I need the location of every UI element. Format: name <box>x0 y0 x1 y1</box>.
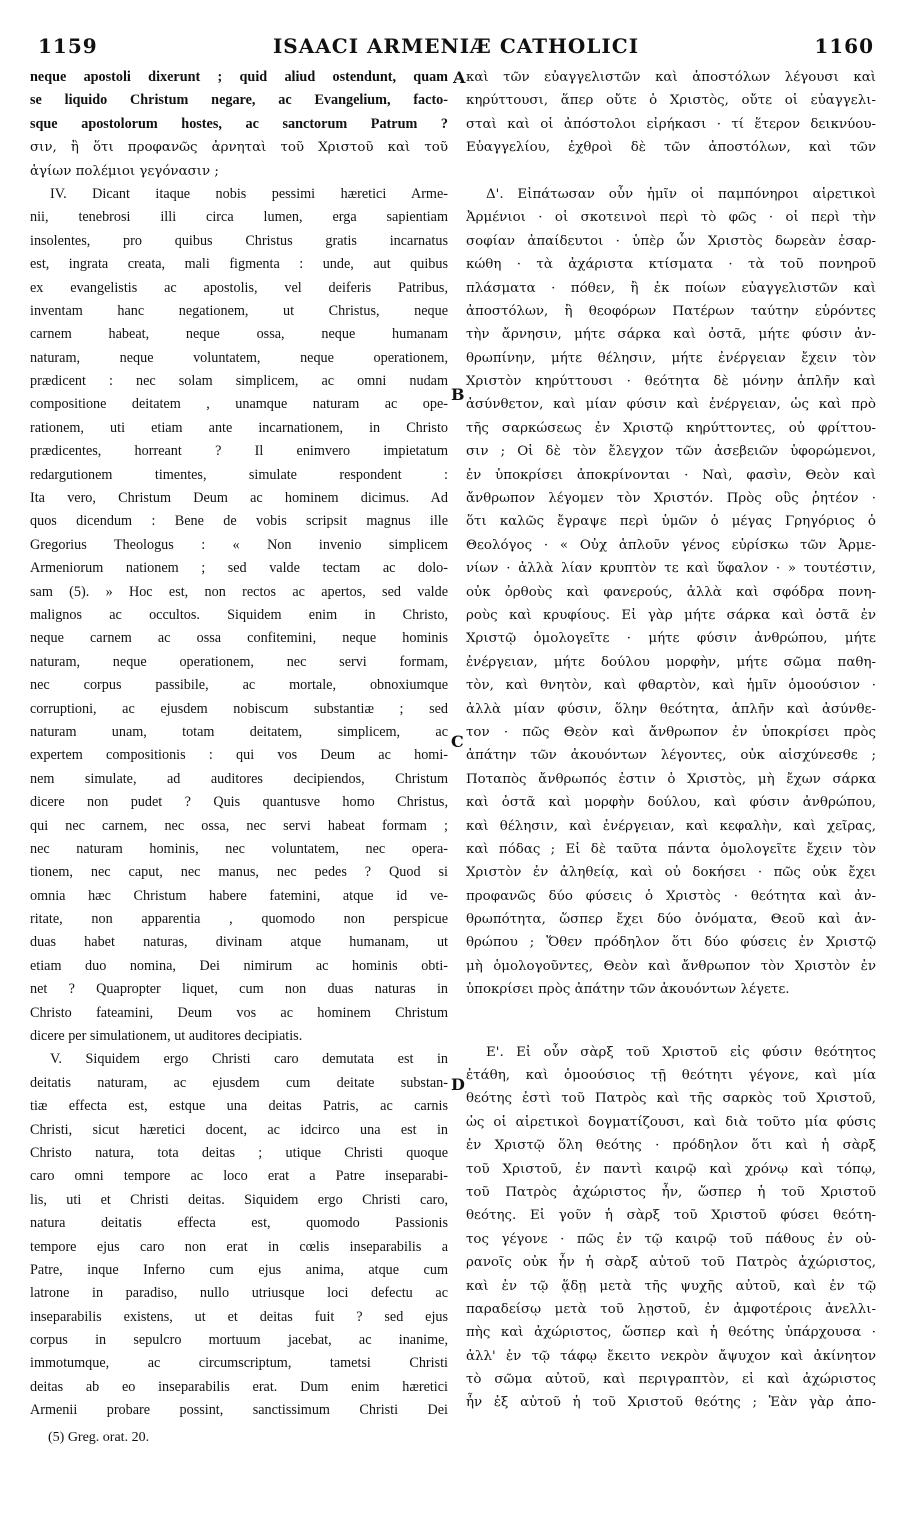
margin-marker-d: D <box>451 1075 465 1094</box>
latin-line: dicere per simulationem, ut auditores decipiatis. <box>30 1028 303 1045</box>
greek-line: ὡς οἱ αἱρετικοὶ δογματίζουσι, καὶ διὰ τοῦτο μία φύσις <box>466 1114 876 1130</box>
greek-line: τος γέγονε · πῶς ἐν τῷ καιρῷ τοῦ πάθους ἐν οὐ- <box>466 1231 876 1247</box>
latin-line: Armeniorum nationem ; sed valde tectam ac dolo- <box>30 560 448 577</box>
latin-line: neque apostoli dixerunt ; quid aliud ostendunt, quam <box>30 69 448 85</box>
greek-line: προφανῶς δύο φύσεις ὁ Χριστὸς · θεότητα καὶ ἀν- <box>466 888 876 904</box>
latin-line: nii, tenebrosi illi circa lumen, erga sapientiam <box>30 209 448 226</box>
latin-line: etiam duo nomina, Dei nimirum ac hominis obti- <box>30 957 448 974</box>
latin-line: quos dicendum : Bene de vobis scripsit magnus ille <box>30 513 448 530</box>
greek-line: Χριστὸν ἐν ἀληθείᾳ, καὶ οὐ δοκήσει · πῶς οὐκ ἔχει <box>466 865 876 881</box>
greek-line: Θεολόγος · « Οὐχ ἁπλοῦν γένος εὑρίσκω τῶν Ἀρμε- <box>466 537 876 553</box>
latin-line: caro omni tempore ac loco erat a Patre inseparabi- <box>30 1168 448 1185</box>
latin-line: naturam unam, totam deitatem, simplicem, ac <box>30 723 448 740</box>
latin-line: est, ingrata creata, mali figmenta : unde, aut quibus <box>30 256 448 273</box>
greek-line: νίων · ἀλλὰ λίαν κρυπτὸν τε καὶ ὕφαλον · » τουτέστιν, <box>466 561 876 577</box>
greek-line: Ἀρμένιοι · οἱ σκοτεινοὶ περὶ τὸ φῶς · οἱ περὶ τὴν <box>466 210 876 226</box>
greek-line: ἀπάτην τῶν ἀκουόντων λέγοντες, οὐκ αἰσχύνεσθε ; <box>466 748 876 764</box>
greek-line: παραδείσῳ μετὰ τοῦ λῃστοῦ, ἐν ἀμφοτέροις ἀνελλι- <box>466 1301 876 1317</box>
latin-line: ritate, non apparentia , quomodo non perspicue <box>30 911 448 928</box>
greek-line: Δ'. Εἰπάτωσαν οὖν ἡμῖν οἱ παμπόνηροι αἱρετικοὶ <box>486 186 876 202</box>
latin-column <box>30 66 448 1423</box>
latin-line: ex evangelistis ac apostolis, vel deiferis Patribus, <box>30 279 448 296</box>
greek-line: τοῦ Πατρὸς ἀχώριστος ἦν, ὥσπερ ἡ τοῦ Χριστοῦ <box>466 1184 876 1200</box>
greek-line: σταὶ καὶ οἱ ἀπόστολοι εἰρήκασι · τί ἕτερον δεικνύου- <box>466 116 876 132</box>
latin-line: naturam, neque voluntatem, neque operationem, <box>30 349 448 366</box>
margin-marker-c: C <box>451 732 464 751</box>
latin-line: tiæ effecta est, estque una deitas Patris, ac carnis <box>30 1098 448 1115</box>
greek-line: ὑποκρίσει πρὸς ἀπάτην τῶν ἀκουόντων λέγετε. <box>466 982 790 998</box>
latin-line: inventam hanc negationem, ut Christus, neque <box>30 302 448 319</box>
latin-line: neque carnem ac ossa confitemini, neque hominis <box>30 630 448 647</box>
latin-line: Gregorius Theologus : « Non invenio simplicem <box>30 536 448 553</box>
greek-line: θεότης. Εἰ γοῦν ἡ σὰρξ τοῦ Χριστοῦ φύσει θεότη- <box>466 1208 876 1224</box>
latin-line: prædicentes, horreant ? Il enimvero impietatum <box>30 443 448 460</box>
greek-line: σιν ; Οἱ δὲ τὸν ἔλεγχον τῶν ἀσεβειῶν ὑφορώμενοι, <box>466 444 876 460</box>
latin-line: latrone in paradiso, nullo utriusque loci defectu ac <box>30 1285 448 1302</box>
latin-line: carnem habeat, neque ossa, neque humanam <box>30 326 448 343</box>
greek-line: ρανοῖς οὐκ ἦν ἡ σὰρξ αὐτοῦ τοῦ Πατρὸς ἀχώριστος, <box>466 1255 876 1271</box>
latin-line: Christo natura, tota deitas ; utique Christi quoque <box>30 1144 448 1161</box>
latin-line: deitatis naturam, ac ejusdem cum deitate substan- <box>30 1074 448 1091</box>
greek-line: ἀλλ' ἐν τῷ τάφῳ ἔκειτο νεκρὸν ἄψυχον καὶ ἀκίνητον <box>466 1348 876 1364</box>
greek-line: τὸ σῶμα αὐτοῦ, καὶ περιγραπτὸν, εἰ καὶ ἀχώριστος <box>466 1372 876 1388</box>
latin-line: qui nec carnem, nec ossa, nec servi habeat formam ; <box>30 817 448 834</box>
greek-line: σοφίαν ἀπαίδευτοι · ὑπὲρ ὧν Χριστὸς δωρεὰν ἐσαρ- <box>466 233 876 249</box>
greek-line: θεότης ἐστὶ τοῦ Πατρὸς καὶ τῆς σαρκὸς τοῦ Χριστοῦ, <box>466 1091 876 1107</box>
greek-line: θρωπίνην, μήτε θέλησιν, μήτε ἐνέργειαν ἔχειν τὸν <box>466 350 876 366</box>
greek-line: ἐνέργειαν, μήτε δούλου μορφὴν, μήτε σῶμα παθη- <box>466 654 876 670</box>
latin-line: Patre, inque Inferno cum ejus anima, atque cum <box>30 1261 448 1278</box>
latin-line: natura deitatis effecta est, quomodo Passionis <box>30 1215 448 1232</box>
latin-line: sque apostolorum hostes, ac sanctorum Patrum ? <box>30 115 448 132</box>
greek-line: σιν, ἢ ὅτι προφανῶς ἀρνηταὶ τοῦ Χριστοῦ καὶ τοῦ <box>30 140 448 156</box>
latin-line: naturam, neque operationem, nec servi formam, <box>30 653 448 670</box>
greek-line: ἀποστόλων, ἢ θεοφόρων Πατέρων ταύτην εὑρόντες <box>466 303 876 319</box>
latin-line: V. Siquidem ergo Christi caro demutata est in <box>50 1051 448 1068</box>
greek-line: ἀλλὰ μίαν φύσιν, ὅλην θεότητα, ἁπλῆν καὶ ἀσύνθε- <box>466 701 876 717</box>
greek-line: καὶ τῶν εὐαγγελιστῶν καὶ ἀποστόλων λέγουσι καὶ <box>466 70 876 85</box>
greek-line: Ε'. Εἰ οὖν σὰρξ τοῦ Χριστοῦ εἰς φύσιν θεότητος <box>486 1044 876 1060</box>
margin-marker-b: B <box>451 385 465 404</box>
greek-line: καὶ θέλησιν, καὶ ἐνέργειαν, καὶ κεφαλὴν, καὶ χεῖρας, <box>466 818 876 834</box>
paragraph-gap <box>466 160 876 183</box>
paragraph-gap <box>466 1002 876 1041</box>
greek-line: Εὐαγγελίου, ἐχθροὶ δὲ τῶν ἀποστόλων, καὶ τῶν <box>466 140 876 156</box>
latin-line: IV. Dicant itaque nobis pessimi hæretici Arme- <box>50 185 448 202</box>
latin-line: se liquido Christum negare, ac Evangelium, facto- <box>30 92 448 109</box>
greek-line: τοῦ Χριστοῦ, ἐν παντὶ καιρῷ καὶ χρόνῳ καὶ τόπῳ, <box>466 1161 876 1177</box>
latin-line: deitas ab eo inseparabilis erat. Dum enim hæretici <box>30 1378 448 1395</box>
latin-line: rationem, uti etiam ante incarnationem, in Christo <box>30 419 448 436</box>
greek-line: θρωπότητα, ὥσπερ ἔχει δύο ὀνόματα, Θεοῦ καὶ ἀν- <box>466 912 876 928</box>
latin-line: Christo fateamini, Deum vos ac hominem Christum <box>30 1004 448 1021</box>
greek-line: ἄνθρωπον λέγομεν τὸν Χριστόν. Πρὸς οὓς ῥητέον · <box>466 491 876 507</box>
latin-line: immotumque, ac circumscriptum, tametsi Christi <box>30 1355 448 1372</box>
greek-line: οὐκ ὀρθοὺς καὶ φανερούς, ἀλλὰ καὶ σφόδρα πονη- <box>466 584 876 600</box>
latin-line: malignos ac occultos. Siquidem enim in Christo, <box>30 606 448 623</box>
latin-line: inseparabilis existens, ut et deitas fuit ? sed ejus <box>30 1308 448 1325</box>
footnote: (5) Greg. orat. 20. <box>48 1430 150 1445</box>
greek-line: καὶ ἐν τῷ ᾅδῃ μετὰ τῆς ψυχῆς αὐτοῦ, καὶ ἐν τῷ <box>466 1278 876 1294</box>
latin-line: nec naturam hominis, nec voluntatem, nec opera- <box>30 840 448 857</box>
greek-line: τον · πῶς Θεὸν καὶ ἄνθρωπον ἐν ὑποκρίσει πρὸς <box>466 724 876 740</box>
latin-line: duas habet naturas, divinam atque humanam, ut <box>30 934 448 951</box>
greek-line: πὴς καὶ ἀχώριστος, ὥσπερ καὶ ἡ θεότης ὑπάρχουσα · <box>466 1325 876 1341</box>
latin-line: Ita vero, Christum Deum ac hominem dicimus. Ad <box>30 490 448 507</box>
running-header <box>38 34 874 64</box>
greek-line: ὅτι καλῶς ἔγραψε περὶ ὑμῶν ὁ μέγας Γρηγόριος ὁ <box>466 514 876 530</box>
greek-line: κηρύττουσι, ἅπερ οὔτε ὁ Χριστὸς, οὔτε οἱ εὐαγγελι- <box>466 93 876 109</box>
latin-line: omnia hæc Christum habere fatemini, atque id ve- <box>30 887 448 904</box>
greek-column <box>466 66 876 1415</box>
latin-line: lis, uti et Christi deitas. Siquidem ergo Christi caro, <box>30 1191 448 1208</box>
latin-line: nem simulate, ad auditores decipiendos, Christum <box>30 770 448 787</box>
greek-line: κώθη · τὰ ἀχάριστα κτίσματα · τὰ τοῦ πονηροῦ <box>466 257 876 273</box>
greek-line: τὴν ἄρνησιν, μήτε σάρκα καὶ ὀστᾶ, μήτε φύσιν ἀν- <box>466 327 876 343</box>
greek-line: ἐν Χριστῷ ὅλη θεότης · πρόδηλον ὅτι καὶ ἡ σὰρξ <box>466 1138 876 1154</box>
latin-line: tionem, nec caput, nec manus, nec pedes ? Quod si <box>30 864 448 881</box>
greek-line: τῆς σαρκώσεως ἐν Χριστῷ κηρύττοντες, οὐ φρίττου- <box>466 420 876 436</box>
greek-line: θρώπου ; Ὅθεν πρόδηλον ὅτι δύο φύσεις ἐν Χριστῷ <box>466 935 876 951</box>
latin-line: dicere non pudet ? Quis quantusve homo Christus, <box>30 794 448 811</box>
page-number-right: 1160 <box>814 34 874 58</box>
page-number-left: 1159 <box>38 34 98 58</box>
latin-line: corruptioni, ac ejusdem nobiscum substantiæ ; sed <box>30 700 448 717</box>
latin-line: sam (5). » Hoc est, non rectos ac apertos, sed valde <box>30 583 448 600</box>
greek-line: Χριστὸν κηρύττουσι · θεότητα δὲ μόνην ἁπλῆν καὶ <box>466 374 876 390</box>
greek-line: πλάσματα · πόθεν, ἢ ἐκ ποίων εὐαγγελιστῶν καὶ <box>466 280 876 296</box>
greek-line: καὶ πόδας ; Εἰ δὲ ταῦτα πάντα ὁμολογεῖτε ἔχειν τὸν <box>466 841 876 857</box>
greek-line: Χριστῷ ὁμολογεῖτε · μήτε φύσιν ἀνθρώπου, μήτε <box>466 631 876 647</box>
greek-line: μὴ ὁμολογοῦντες, Θεὸν καὶ ἄνθρωπον τὸν Χριστὸν ἐν <box>466 958 876 974</box>
margin-marker-a: A <box>453 68 466 87</box>
running-title: ISAACI ARMENIÆ CATHOLICI <box>272 34 640 58</box>
greek-line: ροὺς καὶ κρυφίους. Εἰ γὰρ μήτε σάρκα καὶ ὀστᾶ ἐν <box>466 607 876 623</box>
latin-line: Armenii probare possint, sanctissimum Christi Dei <box>30 1402 448 1419</box>
latin-line: compositione deitatem , unamque naturam ac ope- <box>30 396 448 413</box>
greek-line: ἦν ἐξ αὐτοῦ ἡ τοῦ Χριστοῦ θεότης ; Ἐὰν γὰρ ἀπο- <box>466 1395 876 1411</box>
latin-line: tempore ejus caro non erat in cœlis inseparabilis a <box>30 1238 448 1255</box>
greek-line: ἁγίων πολέμιοι γεγόνασιν ; <box>30 163 219 179</box>
greek-line: ἐν ὑποκρίσει ἀποκρίνονται · Ναὶ, φασὶν, Θεὸν καὶ <box>466 467 876 483</box>
latin-line: insolentes, pro quibus Christus gratis incarnatus <box>30 232 448 249</box>
latin-line: prædicent : nec solam simplicem, ac omni nudam <box>30 373 448 390</box>
latin-line: redargutionem timentes, simulate respondent : <box>30 466 448 483</box>
latin-line: net ? Quapropter liquet, cum non duas naturas in <box>30 981 448 998</box>
greek-line: Ποταπὸς ἄνθρωπός ἐστιν ὁ Χριστὸς, μὴ ἔχων σάρκα <box>466 771 876 787</box>
greek-line: ἀσύνθετον, καὶ μίαν φύσιν καὶ ἐνέργειαν, ὡς καὶ πρὸ <box>466 397 876 413</box>
latin-line: corpus in sepulcro mortuum jacebat, ac inanime, <box>30 1332 448 1349</box>
greek-line: ἐτάθη, καὶ ὁμοούσιος τῇ θεότητι γέγονε, καὶ μία <box>466 1068 876 1084</box>
latin-line: nec corpus passibile, ac mortale, obnoxiumque <box>30 677 448 694</box>
latin-line: expertem compositionis : qui vos Deum ac homi- <box>30 747 448 764</box>
greek-line: καὶ ὀστᾶ καὶ μορφὴν δούλου, καὶ φύσιν ἀνθρώπου, <box>466 795 876 811</box>
greek-line: τὸν, καὶ θνητὸν, καὶ φθαρτὸν, καὶ ἡμῖν ὁμοούσιον · <box>466 678 876 694</box>
latin-line: Christi, sicut hæretici docent, ac idcirco una est in <box>30 1121 448 1138</box>
